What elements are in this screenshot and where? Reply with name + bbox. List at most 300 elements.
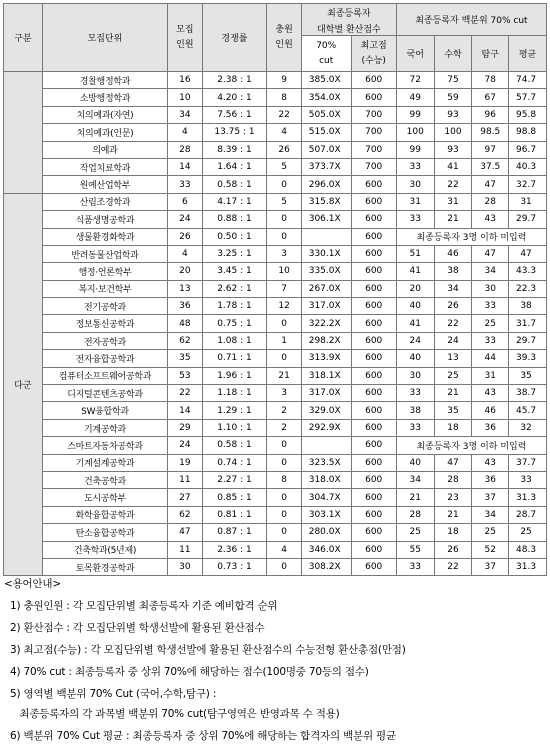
table-row [4,367,547,384]
table-row [4,385,547,402]
max-score-cell: 600 [351,367,396,384]
max-score-cell: 600 [351,471,396,488]
ratio-cell: 1.10 : 1 [202,419,267,436]
korean-cell: 100 [396,124,434,141]
math-cell: 21 [434,506,472,523]
max-score-cell: 600 [351,506,396,523]
inquiry-cell: 28 [472,193,509,210]
math-cell: 26 [434,298,472,315]
quota-cell: 11 [168,541,203,558]
table-row [4,176,547,193]
inquiry-cell: 37.5 [472,158,509,175]
unit-cell: 디지털콘텐츠공학과 [42,385,167,402]
cut70-cell: 315.8X [301,193,351,210]
korean-cell: 40 [396,454,434,471]
waitlist-cell: 0 [267,211,302,228]
table-body [4,72,547,576]
group-cell [4,72,43,194]
avg-cell: 31.3 [509,489,547,506]
korean-cell: 72 [396,72,434,89]
unit-cell: 식품생명공학과 [42,211,167,228]
inquiry-cell: 31 [472,367,509,384]
max-score-cell: 600 [351,385,396,402]
ratio-cell: 0.81 : 1 [202,506,267,523]
cut70-cell: 330.1X [301,245,351,262]
quota-cell: 29 [168,419,203,436]
avg-cell: 29.7 [509,332,547,349]
cut70-cell: 373.7X [301,158,351,175]
max-score-cell: 600 [351,89,396,106]
quota-cell: 14 [168,402,203,419]
inquiry-cell: 98.5 [472,124,509,141]
header-max-score: 최고점 (수능) [351,36,396,72]
waitlist-cell: 26 [267,141,302,158]
waitlist-cell: 22 [267,106,302,123]
unit-cell: 원예산업학부 [42,176,167,193]
header-waitlist: 충원 인원 [267,4,302,72]
quota-cell: 16 [168,72,203,89]
unit-cell: 치의예과(자연) [42,106,167,123]
header-percentile: 최종등록자 백분위 70% cut [396,4,546,36]
math-cell: 13 [434,350,472,367]
inquiry-cell: 67 [472,89,509,106]
waitlist-cell: 8 [267,89,302,106]
max-score-cell: 600 [351,332,396,349]
quota-cell: 24 [168,211,203,228]
avg-cell: 22.3 [509,280,547,297]
ratio-cell: 7.56 : 1 [202,106,267,123]
korean-cell: 21 [396,489,434,506]
waitlist-cell: 0 [267,228,302,245]
cut70-cell: 505.0X [301,106,351,123]
waitlist-cell: 3 [267,245,302,262]
table-row [4,454,547,471]
inquiry-cell: 37 [472,489,509,506]
avg-cell: 45.7 [509,402,547,419]
table-row [4,263,547,280]
unit-cell: 작업치료학과 [42,158,167,175]
unit-cell: 생물환경화학과 [42,228,167,245]
percentile-note-cell: 최종등록자 3명 이하 미입력 [396,228,546,245]
avg-cell: 39.3 [509,350,547,367]
waitlist-cell: 10 [267,263,302,280]
waitlist-cell: 4 [267,541,302,558]
korean-cell: 41 [396,263,434,280]
korean-cell: 33 [396,558,434,575]
math-cell: 21 [434,385,472,402]
table-row [4,315,547,332]
cut70-cell [301,228,351,245]
waitlist-cell: 2 [267,402,302,419]
quota-cell: 11 [168,471,203,488]
unit-cell: 행정·언론학부 [42,263,167,280]
unit-cell: 의예과 [42,141,167,158]
ratio-cell: 0.87 : 1 [202,524,267,541]
quota-cell: 27 [168,489,203,506]
math-cell: 46 [434,245,472,262]
table-row [4,558,547,575]
unit-cell: 건축공학과 [42,471,167,488]
ratio-cell: 4.20 : 1 [202,89,267,106]
cut70-cell: 303.1X [301,506,351,523]
inquiry-cell: 37 [472,558,509,575]
ratio-cell: 0.73 : 1 [202,558,267,575]
waitlist-cell: 0 [267,454,302,471]
waitlist-cell: 2 [267,419,302,436]
avg-cell: 32 [509,419,547,436]
avg-cell: 31 [509,193,547,210]
korean-cell: 24 [396,332,434,349]
korean-cell: 33 [396,158,434,175]
table-row [4,419,547,436]
unit-cell: 탄소융합공학과 [42,524,167,541]
cut70-cell [301,437,351,454]
waitlist-cell: 8 [267,471,302,488]
math-cell: 93 [434,141,472,158]
table-row [4,72,547,89]
math-cell: 22 [434,176,472,193]
unit-cell: 복지·보건학부 [42,280,167,297]
avg-cell: 95.8 [509,106,547,123]
korean-cell: 99 [396,141,434,158]
quota-cell: 53 [168,367,203,384]
korean-cell: 31 [396,193,434,210]
max-score-cell: 600 [351,72,396,89]
cut70-cell: 346.0X [301,541,351,558]
quota-cell: 26 [168,228,203,245]
korean-cell: 99 [396,106,434,123]
waitlist-cell: 5 [267,158,302,175]
quota-cell: 47 [168,524,203,541]
cut70-cell: 515.0X [301,124,351,141]
inquiry-cell: 47 [472,245,509,262]
header-math: 수학 [434,36,472,72]
table-row [4,506,547,523]
math-cell: 22 [434,315,472,332]
inquiry-cell: 34 [472,263,509,280]
ratio-cell: 2.62 : 1 [202,280,267,297]
table-row [4,193,547,210]
ratio-cell: 0.74 : 1 [202,454,267,471]
note-line-7: 6) 백분위 70% Cut 평균 : 최종등록자 중 상위 70%에 해당하는 합격자의 백분위 평균 [10,730,396,742]
korean-cell: 30 [396,176,434,193]
math-cell: 24 [434,332,472,349]
max-score-cell: 600 [351,228,396,245]
waitlist-cell: 0 [267,489,302,506]
waitlist-cell: 0 [267,315,302,332]
math-cell: 100 [434,124,472,141]
max-score-cell: 600 [351,489,396,506]
inquiry-cell: 47 [472,176,509,193]
cut70-cell: 318.1X [301,367,351,384]
math-cell: 38 [434,263,472,280]
cut70-cell: 306.1X [301,211,351,228]
quota-cell: 30 [168,558,203,575]
unit-cell: 전자공학과 [42,332,167,349]
ratio-cell: 1.78 : 1 [202,298,267,315]
max-score-cell: 700 [351,106,396,123]
unit-cell: 토목환경공학과 [42,558,167,575]
unit-cell: 정보통신공학과 [42,315,167,332]
table-row [4,402,547,419]
table-row [4,211,547,228]
inquiry-cell: 52 [472,541,509,558]
math-cell: 59 [434,89,472,106]
quota-cell: 36 [168,298,203,315]
note-line-2: 2) 환산점수 : 각 모집단위별 학생선발에 활용된 환산점수 [10,622,265,634]
avg-cell: 28.7 [509,506,547,523]
waitlist-cell: 1 [267,332,302,349]
quota-cell: 14 [168,158,203,175]
waitlist-cell: 0 [267,437,302,454]
waitlist-cell: 3 [267,385,302,402]
ratio-cell: 3.25 : 1 [202,245,267,262]
unit-cell: 컴퓨터소프트웨어공학과 [42,367,167,384]
korean-cell: 49 [396,89,434,106]
note-line-4: 4) 70% cut : 최종등록자 중 상위 70%에 해당하는 점수(100명중 70등의 점수) [10,666,369,678]
max-score-cell: 600 [351,315,396,332]
ratio-cell: 1.64 : 1 [202,158,267,175]
quota-cell: 34 [168,106,203,123]
quota-cell: 62 [168,506,203,523]
header-cut70: 70% cut [301,36,351,72]
unit-cell: 도시공학부 [42,489,167,506]
unit-cell: 기계공학과 [42,419,167,436]
quota-cell: 4 [168,245,203,262]
cut70-cell: 280.0X [301,524,351,541]
waitlist-cell: 4 [267,124,302,141]
unit-cell: 건축학과(5년제) [42,541,167,558]
inquiry-cell: 96 [472,106,509,123]
korean-cell: 28 [396,506,434,523]
avg-cell: 31.3 [509,558,547,575]
math-cell: 41 [434,158,472,175]
cut70-cell: 507.0X [301,141,351,158]
group-cell: 다군 [4,193,43,576]
cut70-cell: 354.0X [301,89,351,106]
quota-cell: 28 [168,141,203,158]
inquiry-cell: 97 [472,141,509,158]
cut70-cell: 322.2X [301,315,351,332]
notes-title: <용어안내> [4,578,61,590]
math-cell: 18 [434,419,472,436]
table-row [4,280,547,297]
header-korean: 국어 [396,36,434,72]
cut70-cell: 292.9X [301,419,351,436]
cut70-cell: 296.0X [301,176,351,193]
avg-cell: 57.7 [509,89,547,106]
quota-cell: 48 [168,315,203,332]
unit-cell: 치의예과(인문) [42,124,167,141]
waitlist-cell: 9 [267,72,302,89]
header-dept-score: 대학별 환산점수 [301,22,396,36]
avg-cell: 29.7 [509,211,547,228]
inquiry-cell: 25 [472,315,509,332]
table-row [4,332,547,349]
table-row [4,124,547,141]
korean-cell: 33 [396,211,434,228]
table-row [4,471,547,488]
inquiry-cell: 44 [472,350,509,367]
max-score-cell: 700 [351,124,396,141]
table-row [4,437,547,454]
math-cell: 21 [434,211,472,228]
korean-cell: 33 [396,419,434,436]
header-ratio: 경쟁률 [202,4,267,72]
inquiry-cell: 25 [472,524,509,541]
table-row [4,245,547,262]
note-line-1: 1) 충원인원 : 각 모집단위별 최종등록자 기준 예비합격 순위 [10,600,278,612]
avg-cell: 74.7 [509,72,547,89]
cut70-cell: 329.0X [301,402,351,419]
max-score-cell: 600 [351,437,396,454]
avg-cell: 43.3 [509,263,547,280]
quota-cell: 24 [168,437,203,454]
inquiry-cell: 33 [472,298,509,315]
korean-cell: 33 [396,385,434,402]
unit-cell: 화학융합공학과 [42,506,167,523]
quota-cell: 20 [168,263,203,280]
max-score-cell: 600 [351,454,396,471]
waitlist-cell: 5 [267,193,302,210]
avg-cell: 32.7 [509,176,547,193]
waitlist-cell: 21 [267,367,302,384]
ratio-cell: 1.18 : 1 [202,385,267,402]
percentile-note-cell: 최종등록자 3명 이하 미입력 [396,437,546,454]
cut70-cell: 313.9X [301,350,351,367]
max-score-cell: 600 [351,524,396,541]
note-line-5: 5) 영역별 백분위 70% Cut (국어,수학,탐구) : [10,688,217,700]
table-row [4,298,547,315]
avg-cell: 96.7 [509,141,547,158]
math-cell: 35 [434,402,472,419]
cut70-cell: 385.0X [301,72,351,89]
avg-cell: 47 [509,245,547,262]
math-cell: 75 [434,72,472,89]
ratio-cell: 0.50 : 1 [202,228,267,245]
ratio-cell: 1.08 : 1 [202,332,267,349]
quota-cell: 33 [168,176,203,193]
ratio-cell: 0.88 : 1 [202,211,267,228]
waitlist-cell: 0 [267,558,302,575]
ratio-cell: 0.75 : 1 [202,315,267,332]
header-unit: 모집단위 [42,4,167,72]
math-cell: 22 [434,558,472,575]
max-score-cell: 600 [351,245,396,262]
korean-cell: 40 [396,350,434,367]
max-score-cell: 600 [351,176,396,193]
header-inquiry: 탐구 [472,36,509,72]
ratio-cell: 1.29 : 1 [202,402,267,419]
korean-cell: 41 [396,315,434,332]
ratio-cell: 8.39 : 1 [202,141,267,158]
header-final-score: 최종등록자 [301,4,396,22]
max-score-cell: 600 [351,211,396,228]
max-score-cell: 600 [351,558,396,575]
korean-cell: 51 [396,245,434,262]
waitlist-cell: 0 [267,524,302,541]
math-cell: 18 [434,524,472,541]
max-score-cell: 600 [351,280,396,297]
unit-cell: 소방행정학과 [42,89,167,106]
avg-cell: 48.3 [509,541,547,558]
inquiry-cell: 33 [472,332,509,349]
ratio-cell: 13.75 : 1 [202,124,267,141]
unit-cell: 전기공학과 [42,298,167,315]
inquiry-cell: 43 [472,454,509,471]
ratio-cell: 0.85 : 1 [202,489,267,506]
math-cell: 47 [434,454,472,471]
quota-cell: 10 [168,89,203,106]
unit-cell: 스마트자동차공학과 [42,437,167,454]
math-cell: 23 [434,489,472,506]
unit-cell: 전자융합공학과 [42,350,167,367]
max-score-cell: 600 [351,541,396,558]
avg-cell: 38.7 [509,385,547,402]
avg-cell: 25 [509,524,547,541]
cut70-cell: 308.2X [301,558,351,575]
waitlist-cell: 0 [267,350,302,367]
ratio-cell: 0.58 : 1 [202,437,267,454]
inquiry-cell: 34 [472,506,509,523]
math-cell: 28 [434,471,472,488]
inquiry-cell: 46 [472,402,509,419]
avg-cell: 38 [509,298,547,315]
cut70-cell: 335.0X [301,263,351,280]
quota-cell: 13 [168,280,203,297]
avg-cell: 33 [509,471,547,488]
avg-cell: 98.8 [509,124,547,141]
ratio-cell: 2.27 : 1 [202,471,267,488]
table-row [4,489,547,506]
inquiry-cell: 43 [472,385,509,402]
unit-cell: 기계설계공학과 [42,454,167,471]
max-score-cell: 600 [351,350,396,367]
unit-cell: 반려동물산업학과 [42,245,167,262]
math-cell: 25 [434,367,472,384]
header-quota: 모집 인원 [168,4,203,72]
korean-cell: 40 [396,298,434,315]
ratio-cell: 3.45 : 1 [202,263,267,280]
note-line-6: 최종등록자의 각 과목별 백분위 70% cut(탐구영역은 반영과목 수 적용) [10,708,340,720]
quota-cell: 6 [168,193,203,210]
ratio-cell: 1.96 : 1 [202,367,267,384]
avg-cell: 37.7 [509,454,547,471]
cut70-cell: 298.2X [301,332,351,349]
table-row [4,350,547,367]
ratio-cell: 2.38 : 1 [202,72,267,89]
cut70-cell: 317.0X [301,385,351,402]
math-cell: 93 [434,106,472,123]
waitlist-cell: 0 [267,176,302,193]
max-score-cell: 700 [351,141,396,158]
max-score-cell: 600 [351,263,396,280]
cut70-cell: 317.0X [301,298,351,315]
table-row [4,89,547,106]
cut70-cell: 304.7X [301,489,351,506]
korean-cell: 38 [396,402,434,419]
unit-cell: SW융합학과 [42,402,167,419]
ratio-cell: 0.71 : 1 [202,350,267,367]
unit-cell: 산림조경학과 [42,193,167,210]
note-line-3: 3) 최고점(수능) : 각 모집단위별 학생선발에 활용된 환산점수의 수능전형 환산총점(만점) [10,644,406,656]
unit-cell: 경찰행정학과 [42,72,167,89]
korean-cell: 34 [396,471,434,488]
waitlist-cell: 7 [267,280,302,297]
inquiry-cell: 78 [472,72,509,89]
quota-cell: 4 [168,124,203,141]
max-score-cell: 700 [351,158,396,175]
